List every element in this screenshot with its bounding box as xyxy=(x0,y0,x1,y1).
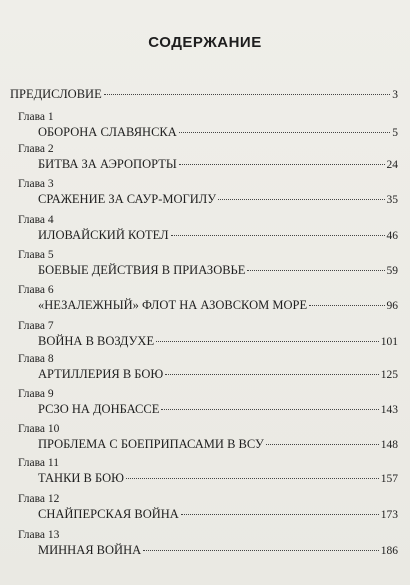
chapter-label: Глава 9 xyxy=(18,388,54,400)
page-number: 186 xyxy=(380,545,398,557)
toc-line xyxy=(10,87,398,102)
chapter-label: Глава 8 xyxy=(18,353,54,365)
dot-leader xyxy=(247,270,384,271)
toc-line xyxy=(38,437,398,452)
toc-line xyxy=(38,471,398,486)
dot-leader xyxy=(143,550,379,551)
dot-leader xyxy=(161,409,378,410)
chapter-label: Глава 5 xyxy=(18,249,54,261)
toc-line xyxy=(38,192,398,207)
toc-line xyxy=(38,298,398,313)
chapter-title: ПРОБЛЕМА С БОЕПРИПАСАМИ В ВСУ xyxy=(38,437,264,451)
chapter-title: СНАЙПЕРСКАЯ ВОЙНА xyxy=(38,507,179,521)
entry-title: ПРЕДИСЛОВИЕ xyxy=(10,87,102,101)
toc-line xyxy=(38,157,398,172)
chapter-title: АРТИЛЛЕРИЯ В БОЮ xyxy=(38,367,164,381)
page-number: 157 xyxy=(380,473,398,485)
page-number: 143 xyxy=(380,404,398,416)
chapter-title: РСЗО НА ДОНБАССЕ xyxy=(38,402,160,416)
toc-line xyxy=(38,263,398,278)
dot-leader xyxy=(126,478,379,479)
chapter-label: Глава 1 xyxy=(18,111,54,123)
dot-leader xyxy=(165,374,378,375)
chapter-label: Глава 7 xyxy=(18,320,54,332)
chapter-title: ТАНКИ В БОЮ xyxy=(38,471,124,485)
page-number: 24 xyxy=(386,159,398,171)
dot-leader xyxy=(179,164,385,165)
toc-line xyxy=(38,334,398,349)
chapter-label: Глава 2 xyxy=(18,143,54,155)
dot-leader xyxy=(218,199,384,200)
dot-leader xyxy=(179,132,390,133)
chapter-label: Глава 11 xyxy=(18,457,59,469)
dot-leader xyxy=(104,94,391,95)
chapter-label: Глава 13 xyxy=(18,529,60,541)
chapter-title: «НЕЗАЛЕЖНЫЙ» ФЛОТ НА АЗОВСКОМ МОРЕ xyxy=(38,298,308,312)
page-number: 5 xyxy=(392,127,398,139)
toc-line xyxy=(38,228,398,243)
chapter-title: ИЛОВАЙСКИЙ КОТЕЛ xyxy=(38,228,169,242)
toc-line xyxy=(38,367,398,382)
toc-line xyxy=(38,125,398,140)
chapter-title: МИННАЯ ВОЙНА xyxy=(38,543,142,557)
page-title: СОДЕРЖАНИЕ xyxy=(148,34,262,51)
page-number: 35 xyxy=(386,194,398,206)
page-number: 125 xyxy=(380,369,398,381)
page-number: 96 xyxy=(386,300,398,312)
page-number: 3 xyxy=(392,89,398,101)
dot-leader xyxy=(156,341,379,342)
toc-line xyxy=(38,402,398,417)
dot-leader xyxy=(309,305,384,306)
chapter-title: БИТВА ЗА АЭРОПОРТЫ xyxy=(38,157,177,171)
chapter-label: Глава 10 xyxy=(18,423,60,435)
toc-line xyxy=(38,543,398,558)
chapter-label: Глава 12 xyxy=(18,493,60,505)
page-number: 173 xyxy=(380,509,398,521)
chapter-title: ВОЙНА В ВОЗДУХЕ xyxy=(38,334,155,348)
chapter-title: СРАЖЕНИЕ ЗА САУР-МОГИЛУ xyxy=(38,192,217,206)
chapter-title: ОБОРОНА СЛАВЯНСКА xyxy=(38,125,177,139)
dot-leader xyxy=(171,235,385,236)
chapter-label: Глава 6 xyxy=(18,284,54,296)
page-number: 148 xyxy=(380,439,398,451)
dot-leader xyxy=(181,514,379,515)
chapter-label: Глава 4 xyxy=(18,214,54,226)
chapter-title: БОЕВЫЕ ДЕЙСТВИЯ В ПРИАЗОВЬЕ xyxy=(38,263,246,277)
page-number: 59 xyxy=(386,265,398,277)
toc-line xyxy=(38,507,398,522)
dot-leader xyxy=(266,444,379,445)
page-number: 46 xyxy=(386,230,398,242)
chapter-label: Глава 3 xyxy=(18,178,54,190)
page-number: 101 xyxy=(380,336,398,348)
